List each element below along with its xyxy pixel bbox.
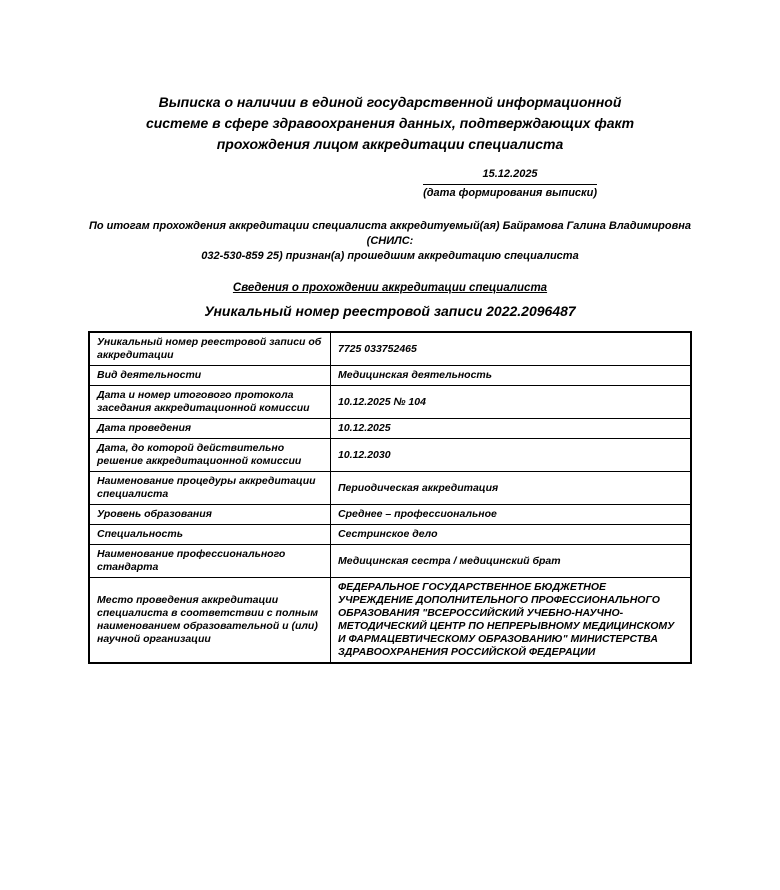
row-label: Специальность: [89, 525, 331, 545]
accreditation-result-paragraph: [88, 219, 692, 264]
generation-date-caption: (дата формирования выписки): [423, 187, 597, 199]
row-value: Сестринское дело: [331, 525, 692, 545]
row-value: Среднее – профессиональное: [331, 505, 692, 525]
table-row: [89, 472, 691, 505]
row-label: Дата и номер итогового протокола заседания аккредитационной комиссии: [89, 386, 331, 419]
document-page: [88, 0, 692, 664]
row-value: Медицинская деятельность: [331, 366, 692, 386]
document-title: [88, 92, 692, 155]
row-value: 10.12.2025 № 104: [331, 386, 692, 419]
accreditation-result-line: 032-530-859 25) признан(а) прошедшим аккредитацию специалиста: [201, 250, 579, 262]
accreditation-details-table: [88, 331, 692, 664]
row-value: ФЕДЕРАЛЬНОЕ ГОСУДАРСТВЕННОЕ БЮДЖЕТНОЕ УЧРЕЖДЕНИЕ ДОПОЛНИТЕЛЬНОГО ПРОФЕССИОНАЛЬНОГО ОБРАЗОВАНИЯ "ВСЕРОССИЙСКИЙ УЧЕБНО-НАУЧНО-МЕТОДИЧЕСКИЙ ЦЕНТР ПО НЕПРЕРЫВНОМУ МЕДИЦИНСКОМУ И ФАРМАЦЕВТИЧЕСКОМУ ОБРАЗОВАНИЮ" МИНИСТЕРСТВА ЗДРАВООХРАНЕНИЯ РОССИЙСКОЙ ФЕДЕРАЦИИ: [331, 578, 692, 664]
table-row: [89, 332, 691, 366]
section-heading: Сведения о прохождении аккредитации специалиста: [232, 282, 548, 294]
accreditation-details-table-body: [89, 332, 691, 663]
registry-record-heading: Уникальный номер реестровой записи 2022.2096487: [204, 303, 576, 319]
row-label: Наименование процедуры аккредитации специалиста: [89, 472, 331, 505]
generation-date-block: [88, 168, 692, 200]
row-label: Уровень образования: [89, 505, 331, 525]
row-label: Дата, до которой действительно решение аккредитационной комиссии: [89, 439, 331, 472]
row-value: Периодическая аккредитация: [331, 472, 692, 505]
accreditation-result-line: По итогам прохождения аккредитации специалиста аккредитуемый(ая) Байрамова Галина Владимировна (СНИЛС:: [88, 220, 692, 247]
table-row: [89, 419, 691, 439]
document-title-line: прохождения лицом аккредитации специалиста: [216, 136, 564, 152]
table-row: [89, 525, 691, 545]
table-row: [89, 505, 691, 525]
row-label: Место проведения аккредитации специалиста в соответствии с полным наименованием образовательной и (или) научной организации: [89, 578, 331, 664]
table-row: [89, 386, 691, 419]
document-title-line: Выписка о наличии в единой государственной информационной: [158, 94, 622, 110]
generation-date: 15.12.2025: [423, 168, 597, 185]
row-value: 10.12.2030: [331, 439, 692, 472]
table-row: [89, 439, 691, 472]
table-row: [89, 578, 691, 664]
row-label: Вид деятельности: [89, 366, 331, 386]
row-label: Уникальный номер реестровой записи об аккредитации: [89, 332, 331, 366]
table-row: [89, 545, 691, 578]
row-value: Медицинская сестра / медицинский брат: [331, 545, 692, 578]
table-row: [89, 366, 691, 386]
generation-date-inner: [423, 168, 597, 200]
document-title-line: системе в сфере здравоохранения данных, подтверждающих факт: [145, 115, 635, 131]
row-value: 10.12.2025: [331, 419, 692, 439]
row-value: 7725 033752465: [331, 332, 692, 366]
row-label: Дата проведения: [89, 419, 331, 439]
row-label: Наименование профессионального стандарта: [89, 545, 331, 578]
